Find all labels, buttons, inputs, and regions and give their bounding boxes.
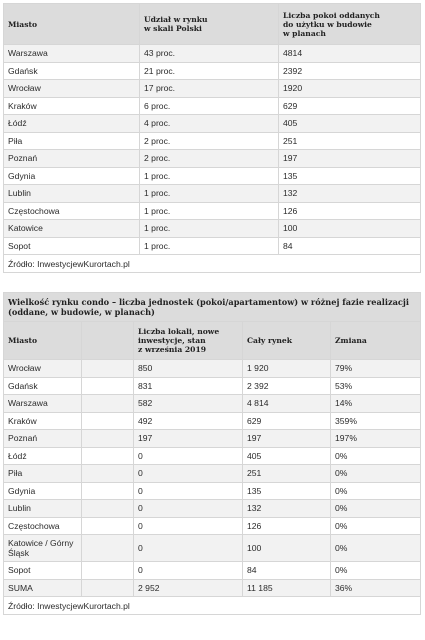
table-cell: 2 proc.: [140, 132, 279, 150]
table-cell: 14%: [331, 395, 421, 413]
table-row: [4, 517, 421, 535]
table-cell: Łódź: [4, 115, 140, 133]
table-cell: 0%: [331, 500, 421, 518]
table-cell: Poznań: [4, 430, 82, 448]
table-cell: 1 proc.: [140, 220, 279, 238]
table-cell: 126: [279, 202, 421, 220]
table-cell: Poznań: [4, 150, 140, 168]
table-cell: 11 185: [243, 579, 331, 597]
table-cell: 132: [279, 185, 421, 203]
table-row: [4, 562, 421, 580]
table-cell: 0%: [331, 465, 421, 483]
table-row: [4, 115, 421, 133]
table-cell: 1 proc.: [140, 185, 279, 203]
table-cell: 79%: [331, 360, 421, 378]
table-cell: Kraków: [4, 97, 140, 115]
table-row: [4, 237, 421, 255]
table-row: [4, 482, 421, 500]
source-note: Źródło: InwestycjewKurortach.pl: [4, 597, 421, 615]
table-cell: Piła: [4, 465, 82, 483]
header-cell: Liczba pokoi oddanych do użytku w budowie w planach: [279, 4, 421, 45]
table-cell: Piła: [4, 132, 140, 150]
header-cell: Miasto: [4, 322, 82, 360]
table-row: [4, 150, 421, 168]
table-row: [4, 202, 421, 220]
table-cell: Gdynia: [4, 167, 140, 185]
table-cell: Wrocław: [4, 80, 140, 98]
header-cell: Liczba lokali, nowe inwestycje, stan z września 2019: [134, 322, 243, 360]
table-header-row: [4, 4, 421, 45]
table-cell: 2 392: [243, 377, 331, 395]
table-cell: 0: [134, 535, 243, 562]
header-cell: Zmiana: [331, 322, 421, 360]
table-row: [4, 360, 421, 378]
table-row: [4, 412, 421, 430]
table-row: [4, 535, 421, 562]
table-cell: 0: [134, 562, 243, 580]
table-cell: 831: [134, 377, 243, 395]
table-cell: [82, 535, 134, 562]
table-cell: 1 proc.: [140, 167, 279, 185]
table-cell: 135: [279, 167, 421, 185]
table-cell: 1 920: [243, 360, 331, 378]
table-cell: [82, 465, 134, 483]
condo-market-size-table: [3, 292, 421, 615]
table-cell: 84: [279, 237, 421, 255]
table-cell: 4 proc.: [140, 115, 279, 133]
table-cell: 492: [134, 412, 243, 430]
table-header-row: [4, 322, 421, 360]
table-row: [4, 132, 421, 150]
table-cell: Gdynia: [4, 482, 82, 500]
table-cell: [82, 517, 134, 535]
table-cell: 0%: [331, 517, 421, 535]
table-cell: 0: [134, 447, 243, 465]
table-row: [4, 465, 421, 483]
table-cell: 4 814: [243, 395, 331, 413]
source-note: Źródło: InwestycjewKurortach.pl: [4, 255, 421, 273]
table-cell: Gdańsk: [4, 377, 82, 395]
source-row: [4, 255, 421, 273]
header-cell: [82, 322, 134, 360]
table-cell: 36%: [331, 579, 421, 597]
table-cell: 850: [134, 360, 243, 378]
table-cell: Sopot: [4, 562, 82, 580]
table-cell: 251: [279, 132, 421, 150]
table-cell: 359%: [331, 412, 421, 430]
table-cell: 197: [134, 430, 243, 448]
table-cell: 405: [279, 115, 421, 133]
table-caption-row: [4, 293, 421, 322]
table-cell: 582: [134, 395, 243, 413]
table-cell: 43 proc.: [140, 45, 279, 63]
table-cell: 132: [243, 500, 331, 518]
table-cell: Łódź: [4, 447, 82, 465]
table-cell: 6 proc.: [140, 97, 279, 115]
table-cell: Lublin: [4, 185, 140, 203]
table-row: [4, 500, 421, 518]
table-cell: Częstochowa: [4, 517, 82, 535]
table-cell: Sopot: [4, 237, 140, 255]
table-cell: [82, 500, 134, 518]
table-cell: [82, 360, 134, 378]
table-cell: 0: [134, 500, 243, 518]
table-cell: 0%: [331, 482, 421, 500]
table-row: [4, 447, 421, 465]
table-cell: [82, 482, 134, 500]
table-row: [4, 185, 421, 203]
table-cell: 0%: [331, 535, 421, 562]
table-cell: 0: [134, 465, 243, 483]
table-cell: Katowice / Górny Śląsk: [4, 535, 82, 562]
table-cell: 2392: [279, 62, 421, 80]
table-cell: 0%: [331, 447, 421, 465]
table-row: [4, 430, 421, 448]
table-row: [4, 377, 421, 395]
table-cell: 84: [243, 562, 331, 580]
header-cell: Miasto: [4, 4, 140, 45]
table-cell: 4814: [279, 45, 421, 63]
table-cell: [82, 447, 134, 465]
table-cell: SUMA: [4, 579, 82, 597]
table-cell: 100: [279, 220, 421, 238]
table-cell: [82, 562, 134, 580]
table-cell: 0: [134, 482, 243, 500]
table-cell: Kraków: [4, 412, 82, 430]
table-cell: [82, 579, 134, 597]
table-cell: [82, 395, 134, 413]
table-cell: 197: [243, 430, 331, 448]
table-cell: Lublin: [4, 500, 82, 518]
table-cell: 629: [279, 97, 421, 115]
table-row: [4, 579, 421, 597]
table-row: [4, 167, 421, 185]
table-cell: 100: [243, 535, 331, 562]
table-cell: Wrocław: [4, 360, 82, 378]
table-row: [4, 220, 421, 238]
table-cell: Katowice: [4, 220, 140, 238]
table-cell: 1 proc.: [140, 202, 279, 220]
table-row: [4, 97, 421, 115]
table-cell: 197: [279, 150, 421, 168]
source-row: [4, 597, 421, 615]
table-cell: 1920: [279, 80, 421, 98]
table-row: [4, 80, 421, 98]
table-cell: 251: [243, 465, 331, 483]
table-cell: 53%: [331, 377, 421, 395]
table-cell: 2 952: [134, 579, 243, 597]
table-cell: 1 proc.: [140, 237, 279, 255]
table-cell: 135: [243, 482, 331, 500]
table-row: [4, 395, 421, 413]
table-cell: Warszawa: [4, 395, 82, 413]
table-cell: 197%: [331, 430, 421, 448]
header-cell: Cały rynek: [243, 322, 331, 360]
header-cell: Udział w rynku w skali Polski: [140, 4, 279, 45]
table-cell: [82, 377, 134, 395]
table-cell: 21 proc.: [140, 62, 279, 80]
table-caption: Wielkość rynku condo – liczba jednostek (pokoi/apartamentow) w różnej fazie realizacji (oddane, w budowie, w planach): [4, 293, 421, 322]
table-cell: 126: [243, 517, 331, 535]
table-cell: Warszawa: [4, 45, 140, 63]
table-cell: [82, 412, 134, 430]
table-cell: 405: [243, 447, 331, 465]
table-row: [4, 45, 421, 63]
table-cell: Gdańsk: [4, 62, 140, 80]
table-cell: [82, 430, 134, 448]
table-cell: 17 proc.: [140, 80, 279, 98]
table-cell: Częstochowa: [4, 202, 140, 220]
table-row: [4, 62, 421, 80]
market-share-table: [3, 3, 421, 273]
table-cell: 0%: [331, 562, 421, 580]
table-cell: 629: [243, 412, 331, 430]
table-cell: 2 proc.: [140, 150, 279, 168]
table-cell: 0: [134, 517, 243, 535]
